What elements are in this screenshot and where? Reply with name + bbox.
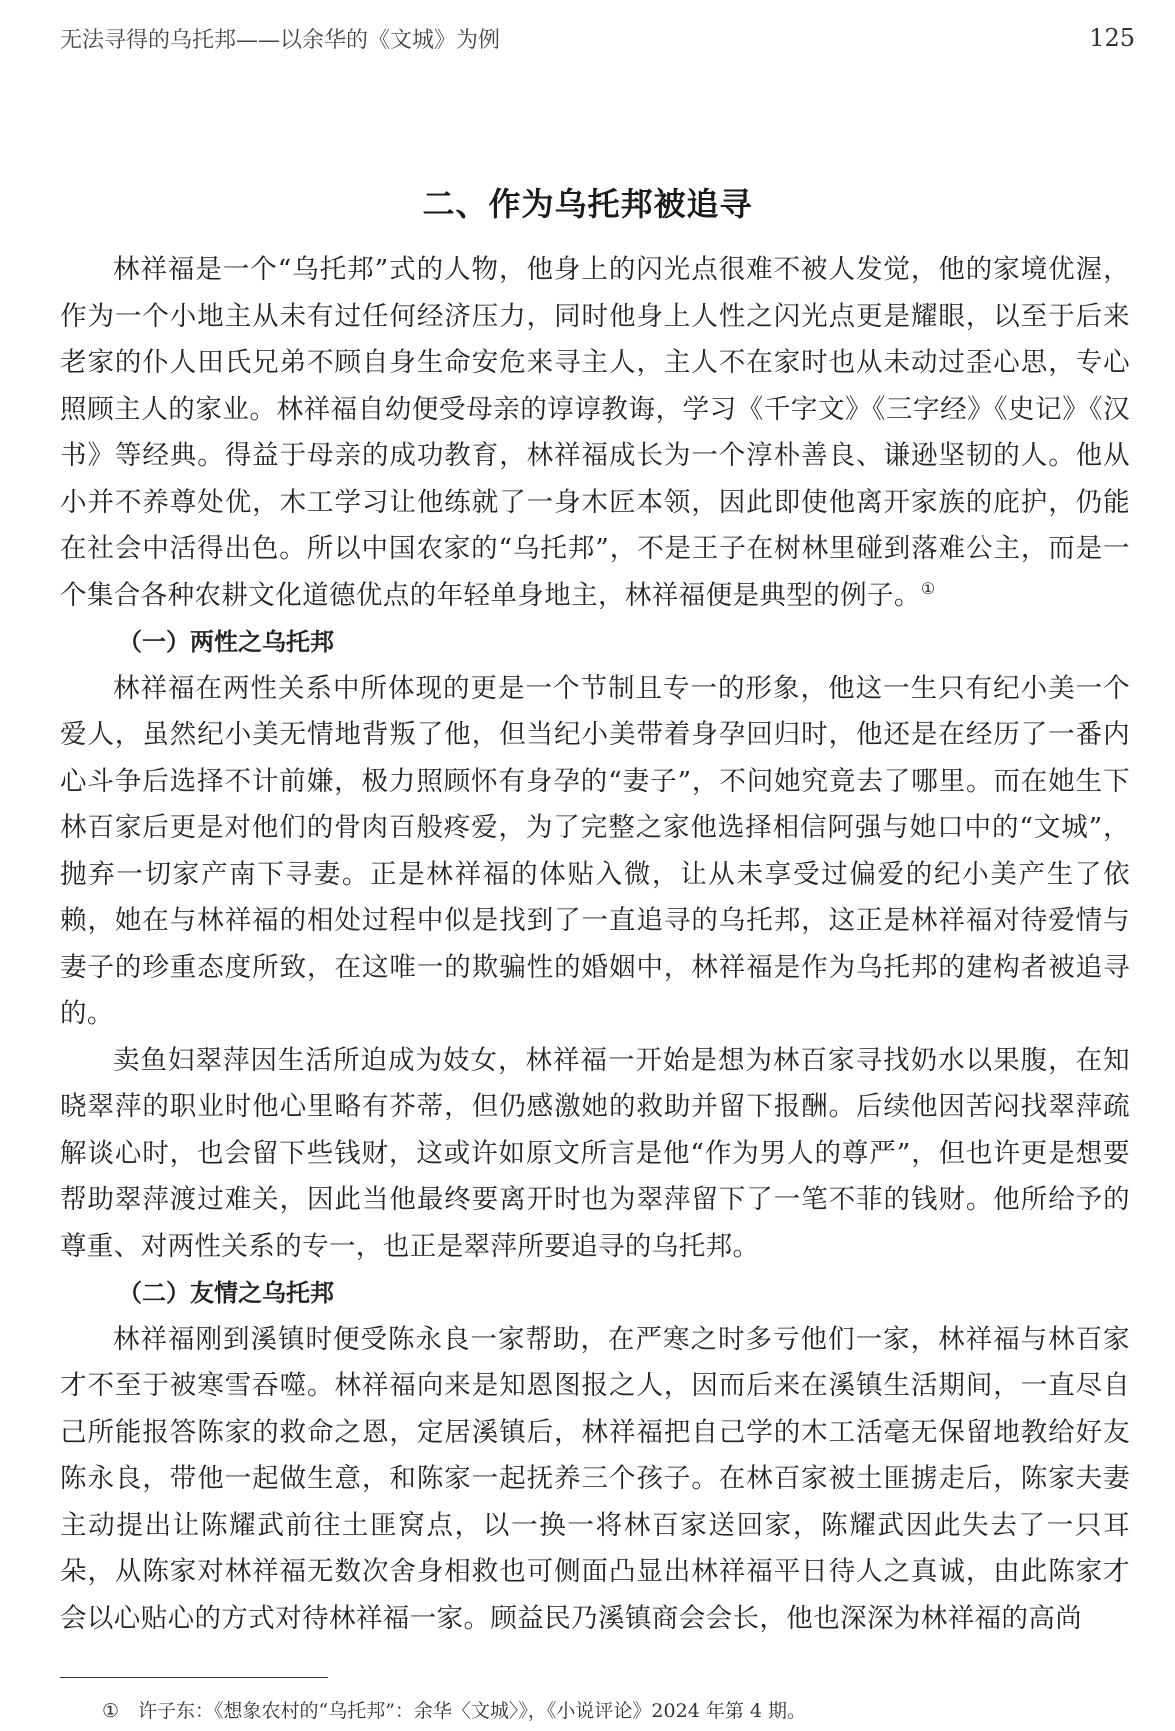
running-title: 无法寻得的乌托邦——以余华的《文城》为例 bbox=[60, 27, 501, 53]
body-text bbox=[60, 247, 1130, 1642]
running-header bbox=[60, 18, 1135, 58]
footnote-marker: ① bbox=[102, 1700, 120, 1722]
subsection-heading-friendship: （二）友情之乌托邦 bbox=[118, 1279, 334, 1307]
paragraph-gender-1: 林祥福在两性关系中所体现的更是一个节制且专一的形象，他这一生只有纪小美一个爱人，虽然纪小美无情地背叛了他，但当纪小美带着身孕回归时，他还是在经历了一番内心斗争后选择不计前嫌，极力照顾怀有身孕的“妻子”，不问她究竟去了哪里。而在她生下林百家后更是对他们的骨肉百般疼爱，为了完整之家他选择相信阿强与她口中的“文城”，抛弃一切家产南下寻妻。正是林祥福的体贴入微，让从未享受过偏爱的纪小美产生了依赖，她在与林祥福的相处过程中似是找到了一直追寻的乌托邦，这正是林祥福对待爱情与妻子的珍重态度所致，在这唯一的欺骗性的婚姻中，林祥福是作为乌托邦的建构者被追寻的。 bbox=[60, 672, 1130, 1029]
footnote-divider bbox=[60, 1677, 328, 1678]
paragraph-intro bbox=[60, 247, 1130, 619]
subsection-heading-gender: （一）两性之乌托邦 bbox=[118, 628, 334, 656]
section-title: 二、作为乌托邦被追寻 bbox=[422, 184, 753, 223]
paragraph-intro-text: 林祥福是一个“乌托邦”式的人物，他身上的闪光点很难不被人发觉，他的家境优渥，作为一个小地主从未有过任何经济压力，同时他身上人性之闪光点更是耀眼，以至于后来老家的仆人田氏兄弟不顾自身生命安危来寻主人，主人不在家时也从未动过歪心思，专心照顾主人的家业。林祥福自幼便受母亲的谆谆教诲，学习《千字文》《三字经》《史记》《汉书》等经典。得益于母亲的成功教育，林祥福成长为一个淳朴善良、谦逊坚韧的人。他从小并不养尊处优，木工学习让他练就了一身木匠本领，因此即使他离开家族的庇护，仍能在社会中活得出色。所以中国农家的“乌托邦”，不是王子在树林里碰到落难公主，而是一个集合各种农耕文化道德优点的年轻单身地主，林祥福便是典型的例子。 bbox=[60, 254, 1130, 611]
paragraph-friendship-1: 林祥福刚到溪镇时便受陈永良一家帮助，在严寒之时多亏他们一家，林祥福与林百家才不至于被寒雪吞噬。林祥福向来是知恩图报之人，因而后来在溪镇生活期间，一直尽自己所能报答陈家的救命之恩，定居溪镇后，林祥福把自己学的木工活毫无保留地教给好友陈永良，带他一起做生意，和陈家一起抚养三个孩子。在林百家被土匪掳走后，陈家夫妻主动提出让陈耀武前往土匪窝点，以一换一将林百家送回家，陈耀武因此失去了一只耳朵，从陈家对林祥福无数次舍身相救也可侧面凸显出林祥福平日待人之真诚，由此陈家才会以心贴心的方式对待林祥福一家。顾益民乃溪镇商会会长，他也深深为林祥福的高尚 bbox=[60, 1323, 1130, 1634]
paragraph-gender-2: 卖鱼妇翠萍因生活所迫成为妓女，林祥福一开始是想为林百家寻找奶水以果腹，在知晓翠萍的职业时他心里略有芥蒂，但仍感激她的救助并留下报酬。后续他因苦闷找翠萍疏解谈心时，也会留下些钱财，这或许如原文所言是他“作为男人的尊严”，但也许更是想要帮助翠萍渡过难关，因此当他最终要离开时也为翠萍留下了一笔不菲的钱财。他所给予的尊重、对两性关系的专一，也正是翠萍所要追寻的乌托邦。 bbox=[60, 1044, 1130, 1262]
page-number: 125 bbox=[1089, 24, 1135, 52]
footnote-reference[interactable]: ① bbox=[920, 578, 936, 598]
footnote-text: 许子东：《想象农村的“乌托邦”：余华〈文城〉》，《小说评论》2024 年第 4 期。 bbox=[138, 1700, 806, 1722]
footnote bbox=[102, 1696, 806, 1723]
